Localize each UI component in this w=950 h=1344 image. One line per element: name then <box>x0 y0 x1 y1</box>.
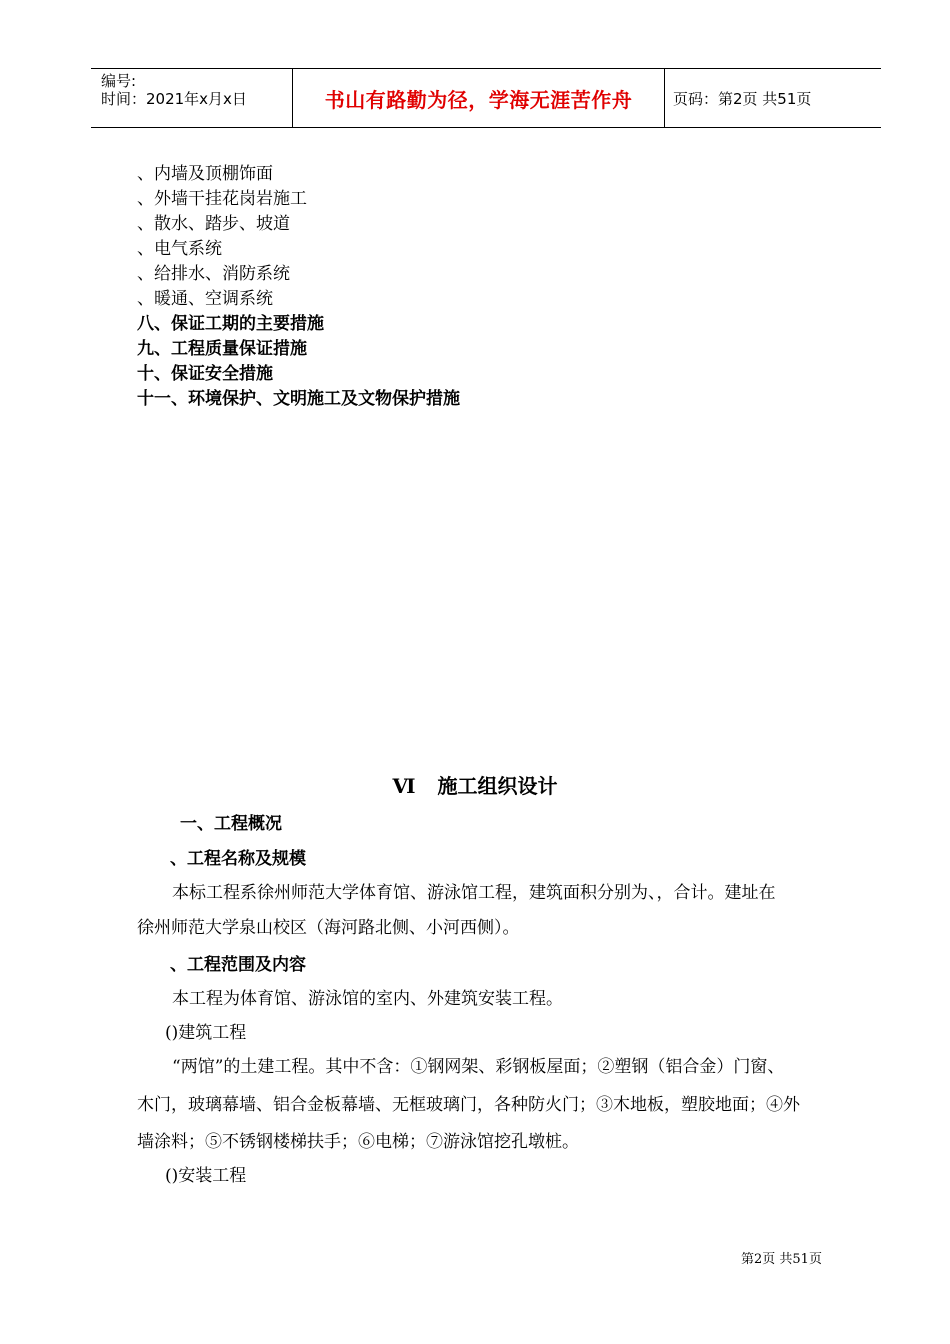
paragraph-line: 本标工程系徐州师范大学体育馆、游泳馆工程，建筑面积分别为、，合计。建址在 <box>172 883 776 903</box>
document-time-label: 时间：2021年x月x日 <box>101 90 247 108</box>
page-header <box>91 68 881 128</box>
toc-chapter: 十、保证安全措施 <box>137 364 273 384</box>
header-page-info: 页码：第2页 共51页 <box>673 89 812 108</box>
list-item-building: ()建筑工程 <box>165 1023 247 1043</box>
paragraph-line: 本工程为体育馆、游泳馆的室内、外建筑安装工程。 <box>172 989 563 1009</box>
toc-chapter: 十一、环境保护、文明施工及文物保护措施 <box>137 389 460 409</box>
table-of-contents <box>137 162 460 412</box>
toc-item: 、给排水、消防系统 <box>137 264 290 284</box>
section-title-text: 施工组织设计 <box>437 774 558 798</box>
toc-chapter: 八、保证工期的主要措施 <box>137 314 324 334</box>
header-motto: 书山有路勤为径，学海无涯苦作舟 <box>324 87 633 112</box>
header-page-cell <box>665 69 881 127</box>
toc-item: 、内墙及顶棚饰面 <box>137 164 273 184</box>
toc-chapter: 九、工程质量保证措施 <box>137 339 307 359</box>
page-footer: 第2页 共51页 <box>741 1252 822 1267</box>
section-roman-numeral: Ⅵ <box>392 774 416 798</box>
toc-item: 、电气系统 <box>137 239 222 259</box>
document-number-label: 编号: <box>101 72 137 90</box>
paragraph-line: 徐州师范大学泉山校区（海河路北侧、小河西侧）。 <box>137 918 520 938</box>
list-item-install: ()安装工程 <box>165 1166 247 1186</box>
toc-item: 、散水、踏步、坡道 <box>137 214 290 234</box>
section-title <box>0 770 950 799</box>
heading-overview: 一、工程概况 <box>180 814 282 834</box>
paragraph-line: 墙涂料；⑤不锈钢楼梯扶手；⑥电梯；⑦游泳馆挖孔墩桩。 <box>137 1132 579 1152</box>
heading-scope: 、工程范围及内容 <box>170 955 306 975</box>
toc-item: 、暖通、空调系统 <box>137 289 273 309</box>
toc-item: 、外墙干挂花岗岩施工 <box>137 189 307 209</box>
heading-name-scale: 、工程名称及规模 <box>170 849 306 869</box>
paragraph-line: “两馆”的土建工程。其中不含：①钢网架、彩钢板屋面；②塑钢（铝合金）门窗、 <box>172 1057 785 1077</box>
paragraph-line: 木门，玻璃幕墙、铝合金板幕墙、无框玻璃门，各种防火门；③木地板，塑胶地面；④外 <box>137 1095 800 1115</box>
header-meta-cell <box>91 69 293 127</box>
header-motto-cell <box>293 69 665 127</box>
